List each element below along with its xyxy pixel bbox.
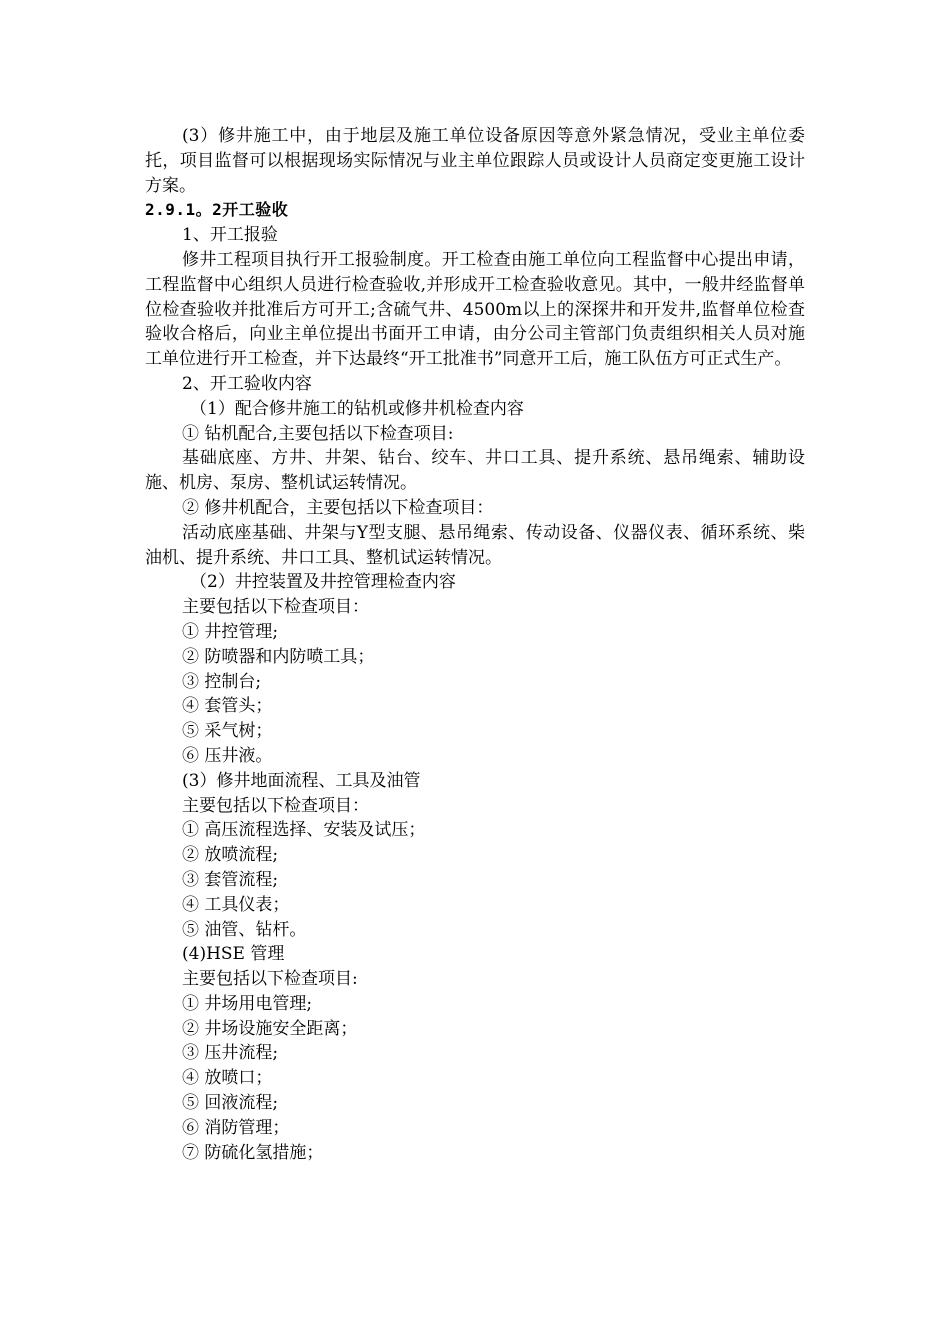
intro-paragraph: (3）修井施工中，由于地层及施工单位设备原因等意外紧急情况，受业主单位委托，项目监督可以根据现场实际情况与业主单位跟踪人员或设计人员商定变更施工设计方案。 [145,126,805,196]
list-item: ⑥ 消防管理； [182,1117,290,1138]
part2-title: 2、开工验收内容 [182,373,312,394]
list-item: ⑥ 压井液。 [182,745,273,766]
sub2-title: （2）井控装置及井控管理检查内容 [190,572,456,593]
list-item: ③ 压井流程; [182,1043,279,1064]
sub4-title: (4)HSE 管理 [182,944,285,965]
section-heading: 2.9.1。2开工验收 [145,200,289,220]
list-item: ⑤ 采气树； [182,721,273,742]
list-item: ④ 套管头； [182,696,273,717]
list-item: ① 井控管理; [182,621,279,642]
list-item: ⑤ 油管、钻杆。 [182,919,307,940]
sub4-intro: 主要包括以下检查项目: [182,969,358,990]
list-item: ⑤ 回液流程; [182,1093,279,1114]
list-item: ① 井场用电管理; [182,993,313,1014]
sub3-title: (3）修井地面流程、工具及油管 [182,770,421,791]
list-item: ③ 套管流程; [182,869,279,890]
document-body [145,124,805,1165]
sub3-intro: 主要包括以下检查项目： [182,795,369,816]
part1-title: 1、开工报验 [182,225,278,246]
sub2-intro: 主要包括以下检查项目： [182,597,369,618]
sub1-title: （1）配合修井施工的钻机或修井机检查内容 [190,398,524,419]
part1-paragraph: 修井工程项目执行开工报验制度。开工检查由施工单位向工程监督中心提出申请，工程监督中心组织人员进行检查验收,并形成开工检查验收意见。其中，一般井经监督单位检查验收并批准后方可开工;含硫气井、4500m以上的深探井和开发井,监督单位检查验收合格后，向业主单位提出书面开工申请，由分公司主管部门负责组织相关人员对施工单位进行开工检查，并下达最终“开工批准书”同意开工后，施工队伍方可正式生产。 [145,249,805,370]
list-item: ② 防喷器和内防喷工具； [182,646,375,667]
list-item: ② 井场设施安全距离； [182,1018,358,1039]
list-item: ① 高压流程选择、安装及试压； [182,820,426,841]
workover-items: 活动底座基础、井架与Y型支腿、悬吊绳索、传动设备、仪器仪表、循环系统、柴油机、提升系统、井口工具、整机试运转情况。 [145,522,805,568]
list-item: ⑦ 防硫化氢措施； [182,1142,324,1163]
list-item: ② 放喷流程; [182,845,279,866]
drill-items: 基础底座、方井、井架、钻台、绞车、井口工具、提升系统、悬吊绳索、辅助设施、机房、泵房、整机试运转情况。 [145,448,805,494]
drill-title: ① 钻机配合,主要包括以下检查项目: [182,423,454,444]
list-item: ④ 放喷口； [182,1068,273,1089]
list-item: ④ 工具仪表； [182,894,290,915]
list-item: ③ 控制台; [182,671,262,692]
workover-title: ② 修井机配合，主要包括以下检查项目： [182,497,494,518]
